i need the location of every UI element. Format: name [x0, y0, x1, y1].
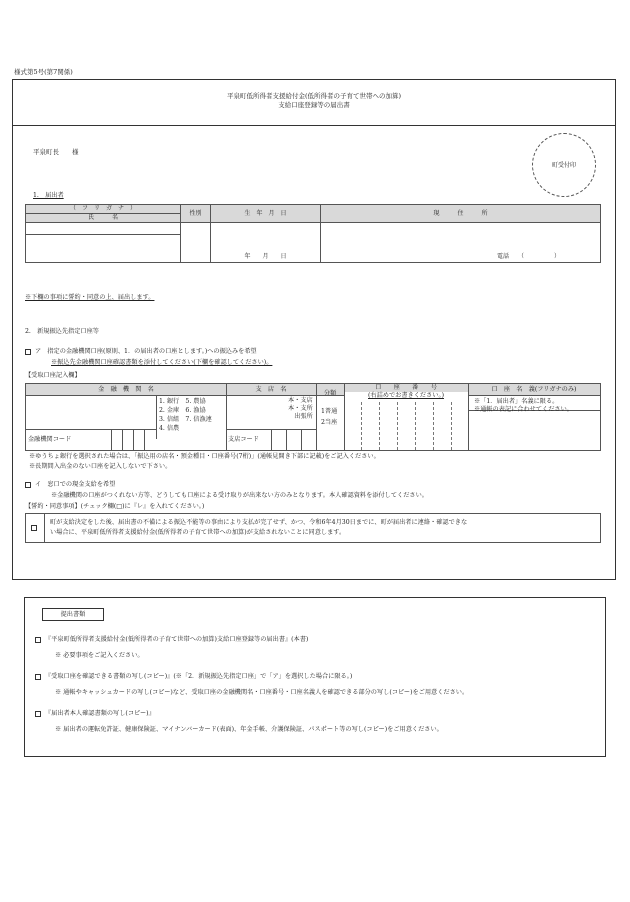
- doc-item-1-title: 『平泉町低所得者支援給付金(低所得者の子育て世帯への加算)支給口座登録等の届出書』(本書): [45, 636, 309, 643]
- branch-type-3: 出張所: [294, 413, 313, 420]
- section1-heading: 1. 届出者: [33, 192, 64, 199]
- pledge-checkbox[interactable]: [31, 525, 37, 531]
- stamp-label: 町受付印: [551, 162, 576, 169]
- option-i: [25, 481, 115, 489]
- digit-divider: [361, 402, 362, 450]
- doc-item-3-title: 『届出者本人確認書類の写し(コピー)』: [45, 710, 155, 717]
- bank-type-4: 4. 信農: [159, 425, 180, 432]
- title-divider: [13, 125, 615, 126]
- phone-placeholder: 電話 （ ）: [496, 252, 560, 260]
- bank-type-divider: [156, 395, 157, 439]
- holder-note-1: ※「1．届出者」名義に限る。: [474, 398, 559, 405]
- applicant-table: [25, 204, 601, 263]
- pledge-check-cell: [26, 514, 45, 542]
- account-no-header: 口 座 番 号: [375, 384, 437, 391]
- doc-item-3: [35, 710, 155, 718]
- holder-name-field[interactable]: [469, 411, 600, 450]
- gender-header: 性別: [181, 205, 211, 223]
- account-type-1: 1普通: [321, 408, 338, 415]
- account-type-2: 2当座: [321, 419, 338, 426]
- form-number: 様式第5号(第7関係): [14, 68, 73, 76]
- option-a: [25, 348, 257, 356]
- digit-line: [111, 429, 112, 450]
- option-a-label: ア 指定の金融機関口座(原則、1．の届出者の口座とします。)への振込みを希望: [35, 348, 257, 355]
- row-line: [468, 395, 600, 396]
- pledge-line-2: い場合に、平泉町低所得者支援給付金(低所得者の子育て世帯への加算)が支給されないことに同意します。: [50, 529, 346, 536]
- bank-type-2: 2. 金庫 6. 漁協: [159, 407, 206, 414]
- digit-line: [122, 429, 123, 450]
- digit-divider: [451, 402, 452, 450]
- doc-item-3-note: ※ 届出者の運転免許証、健康保険証、マイナンバーカード(表面)、年金手帳、介護保険証、パスポート等の写し(コピー)をご用意ください。: [55, 726, 443, 733]
- bank-header: 金 融 機 関 名: [98, 386, 154, 393]
- digit-line: [271, 429, 272, 450]
- branch-header: 支 店 名: [255, 386, 287, 393]
- option-i-label: イ 窓口での現金支給を希望: [35, 481, 116, 488]
- branch-type-1: 本・支店: [288, 397, 313, 404]
- address-header: 現 住 所: [321, 205, 601, 223]
- consent-note: ※下欄の事項に誓約・同意の上、届出します。: [25, 294, 155, 301]
- documents-box: [24, 597, 606, 757]
- digit-line: [144, 429, 145, 450]
- pledge-box: [25, 513, 601, 543]
- pledge-line-1: 町が支給決定をした後、届出書の不備による振込不能等の事由により支払が完了せず、かつ、令和6年4月30日までに、町が届出者に連絡・確認できな: [50, 519, 468, 526]
- gender-field[interactable]: [181, 223, 211, 263]
- option-i-checkbox[interactable]: [25, 482, 31, 488]
- doc-item-2-title: 『受取口座を確認できる書類の写し(コピー)』(※「2．新規振込先指定口座」で「ア」を選択した場合に限る。): [45, 673, 353, 680]
- account-title: 【受取口座記入欄】: [25, 372, 81, 379]
- digit-divider: [415, 402, 416, 450]
- doc-item-2: [35, 673, 352, 681]
- address-field[interactable]: [321, 223, 601, 263]
- doc-item-1-note: ※ 必要事項をご記入ください。: [55, 652, 144, 659]
- account-no-sub: (右詰めでお書きください。): [344, 392, 468, 400]
- documents-heading: 提出書類: [60, 611, 86, 618]
- note-yucho: ※ゆうちょ銀行を選択された場合は、「振込用の店名・預金種目・口座番号(7桁)」(通帳見開き下部に記載)をご記入ください。: [29, 453, 380, 460]
- dob-field[interactable]: [211, 223, 321, 263]
- note-long-unused: ※長期間入出金のない口座を記入しないで下さい。: [29, 463, 172, 470]
- documents-heading-box: [42, 608, 104, 621]
- digit-line: [133, 429, 134, 450]
- dob-placeholder: 年 月 日: [244, 252, 287, 260]
- bank-types: [159, 397, 212, 433]
- reception-stamp: [532, 133, 596, 197]
- furigana-header: （ フ リ ガ ナ ）: [26, 205, 181, 214]
- digit-line: [286, 429, 287, 450]
- col-line: [226, 384, 227, 450]
- option-a-checkbox[interactable]: [25, 349, 31, 355]
- account-number-field[interactable]: [344, 402, 468, 450]
- digit-divider: [379, 402, 380, 450]
- bank-code-label: 金融機関コード: [28, 436, 72, 443]
- main-form: [12, 79, 616, 580]
- furigana-field[interactable]: [26, 223, 181, 235]
- pledge-title: 【誓約・同意事項】(チェック欄(□)に『レ』を入れてください。): [25, 503, 205, 510]
- doc-item-1: [35, 636, 308, 644]
- bank-type-1: 1. 銀行 5. 農協: [159, 398, 206, 405]
- branch-code-boxes[interactable]: [271, 429, 316, 450]
- title-line1: 平泉町低所得者支援給付金(低所得者の子育て世帯への加算): [226, 92, 402, 100]
- digit-divider: [397, 402, 398, 450]
- col-line: [316, 384, 317, 450]
- doc-item-1-checkbox[interactable]: [35, 637, 41, 643]
- branch-type-2: 本・支所: [288, 405, 313, 412]
- addressee: 平泉町長 様: [33, 148, 79, 156]
- digit-line: [301, 429, 302, 450]
- option-i-note: ※金融機関の口座がつくれない方等、どうしても口座による受け取りが出来ない方のみとなります。本人確認資料を添付してください。: [51, 492, 428, 499]
- option-a-note: ※振込先金融機関口座確認書類を添付してください(下欄を確認してください)。: [51, 359, 273, 366]
- bank-code-boxes[interactable]: [111, 429, 156, 450]
- bank-name-field[interactable]: [26, 396, 156, 432]
- dob-header: 生 年 月 日: [211, 205, 321, 223]
- doc-item-3-checkbox[interactable]: [35, 711, 41, 717]
- name-field[interactable]: [26, 235, 181, 263]
- branch-types: [288, 397, 313, 421]
- bank-type-3: 3. 信組 7. 信漁連: [159, 416, 212, 423]
- holder-header: 口 座 名 義(フリガナのみ): [491, 386, 577, 393]
- branch-code-label: 支店コード: [228, 436, 259, 443]
- holder-note-2: ※通帳の表記に合わせてください。: [474, 406, 573, 413]
- section2-heading: 2. 新規振込先指定口座等: [25, 328, 99, 335]
- doc-item-2-checkbox[interactable]: [35, 674, 41, 680]
- account-table: [25, 383, 601, 451]
- type-header: 分類: [323, 390, 337, 397]
- doc-item-2-note: ※ 通帳やキャッシュカードの写し(コピー)など、受取口座の金融機関名・口座番号・口座名義人を確認できる部分の写し(コピー)をご用意ください。: [55, 689, 469, 696]
- name-header: 氏 名: [26, 214, 181, 223]
- digit-divider: [433, 402, 434, 450]
- title-line2: 支給口座登録等の届出書: [278, 101, 350, 109]
